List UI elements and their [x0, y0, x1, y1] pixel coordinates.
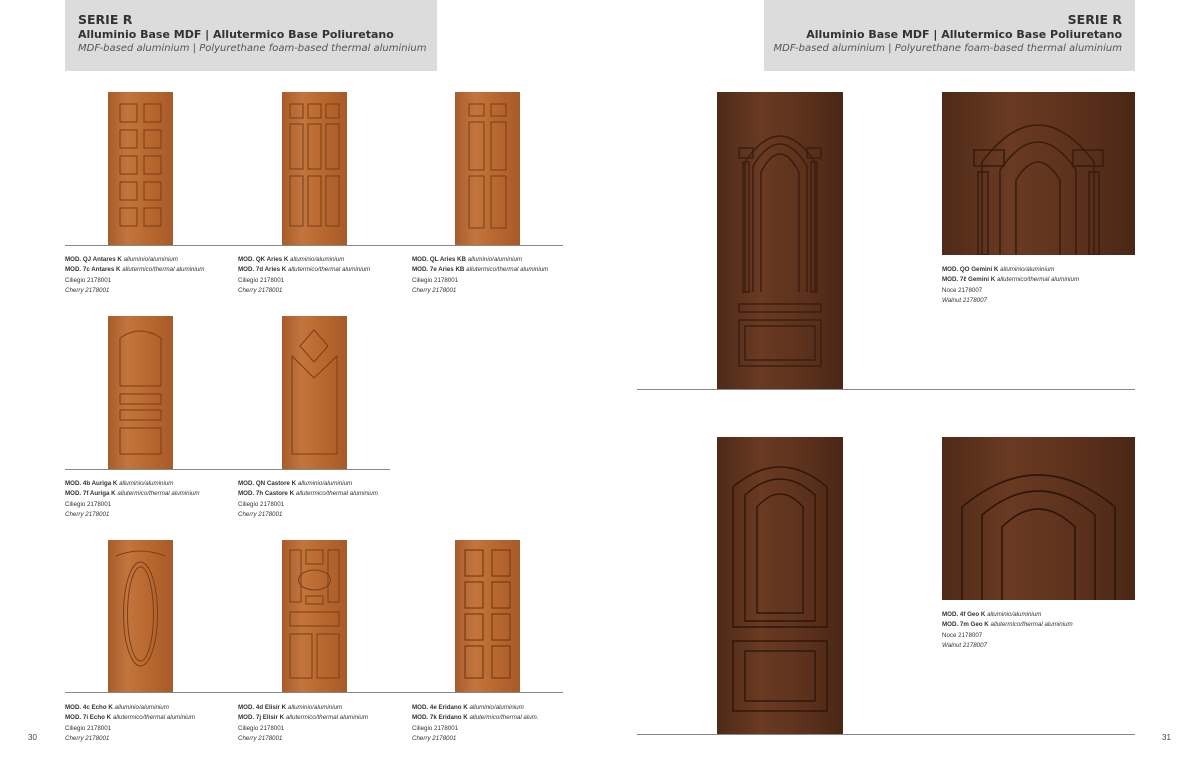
series-subtitle: Alluminio Base MDF | Allutermico Base Poliuretano — [78, 28, 394, 41]
page-number: 31 — [1162, 733, 1171, 742]
door-image-aries-kb — [455, 92, 520, 245]
door-caption: MOD. 4e Eridano K alluminio/aluminium MOD. 7k Eridano K allutermico/thermal alum. Ciliegio 2178001 Cherry 2178001 — [412, 704, 539, 742]
series-translation: MDF-based aluminium | Polyurethane foam-based thermal aluminium — [78, 43, 427, 54]
door-detail-geo — [942, 437, 1135, 600]
series-title: SERIE R — [1067, 12, 1122, 27]
door-image-elisir — [282, 540, 347, 693]
series-title: SERIE R — [78, 12, 133, 27]
row-divider — [65, 245, 563, 246]
door-image-antares — [108, 92, 173, 245]
door-image-auriga — [108, 316, 173, 469]
door-image-geo — [717, 437, 843, 734]
door-caption: MOD. 4d Elisir K alluminio/aluminium MOD. 7j Elisir K allutermico/thermal aluminium Ciliegio 2178001 Cherry 2178001 — [238, 704, 368, 742]
door-caption: MOD. 4c Echo K alluminio/aluminium MOD. 7i Echo K allutermico/thermal aluminium Ciliegio 2178001 Cherry 2178001 — [65, 704, 195, 742]
header-left — [65, 0, 437, 71]
door-image-castore — [282, 316, 347, 469]
page-number: 30 — [28, 733, 37, 742]
door-caption: MOD. 4b Auriga K alluminio/aluminium MOD. 7f Auriga K allutermico/thermal aluminium Ciliegio 2178001 Cherry 2178001 — [65, 480, 200, 518]
door-image-gemini — [717, 92, 843, 389]
door-image-echo — [108, 540, 173, 693]
row-divider — [637, 734, 1135, 735]
door-caption: MOD. QN Castore K alluminio/aluminium MOD. 7h Castore K allutermico/thermal aluminium Ciliegio 2178001 Cherry 2178001 — [238, 480, 378, 518]
row-divider — [65, 692, 563, 693]
door-caption: MOD. QL Aries KB alluminio/aluminium MOD. 7e Aries KB allutermico/thermal aluminium Ciliegio 2178001 Cherry 2178001 — [412, 256, 549, 294]
series-translation: MDF-based aluminium | Polyurethane foam-based thermal aluminium — [773, 43, 1122, 54]
door-caption: MOD. 4f Geo K alluminio/aluminium MOD. 7m Geo K allutermico/thermal aluminium Noce 2178007 Walnut 2178007 — [942, 611, 1073, 649]
door-caption: MOD. QJ Antares K alluminio/aluminium MOD. 7c Antares K allutermico/thermal aluminium Ciliegio 2178001 Cherry 2178001 — [65, 256, 205, 294]
row-divider — [637, 389, 1135, 390]
row-divider — [65, 469, 390, 470]
door-image-eridano — [455, 540, 520, 693]
door-caption: MOD. QK Aries K alluminio/aluminium MOD. 7d Aries K allutermico/thermal aluminium Ciliegio 2178001 Cherry 2178001 — [238, 256, 371, 294]
door-caption: MOD. QO Gemini K alluminio/aluminium MOD. 7ℓ Gemini K allutermico/thermal aluminium Noce 2178007 Walnut 2178007 — [942, 266, 1080, 304]
door-detail-gemini — [942, 92, 1135, 255]
door-image-aries — [282, 92, 347, 245]
series-subtitle: Alluminio Base MDF | Allutermico Base Poliuretano — [806, 28, 1122, 41]
header-right — [764, 0, 1135, 71]
